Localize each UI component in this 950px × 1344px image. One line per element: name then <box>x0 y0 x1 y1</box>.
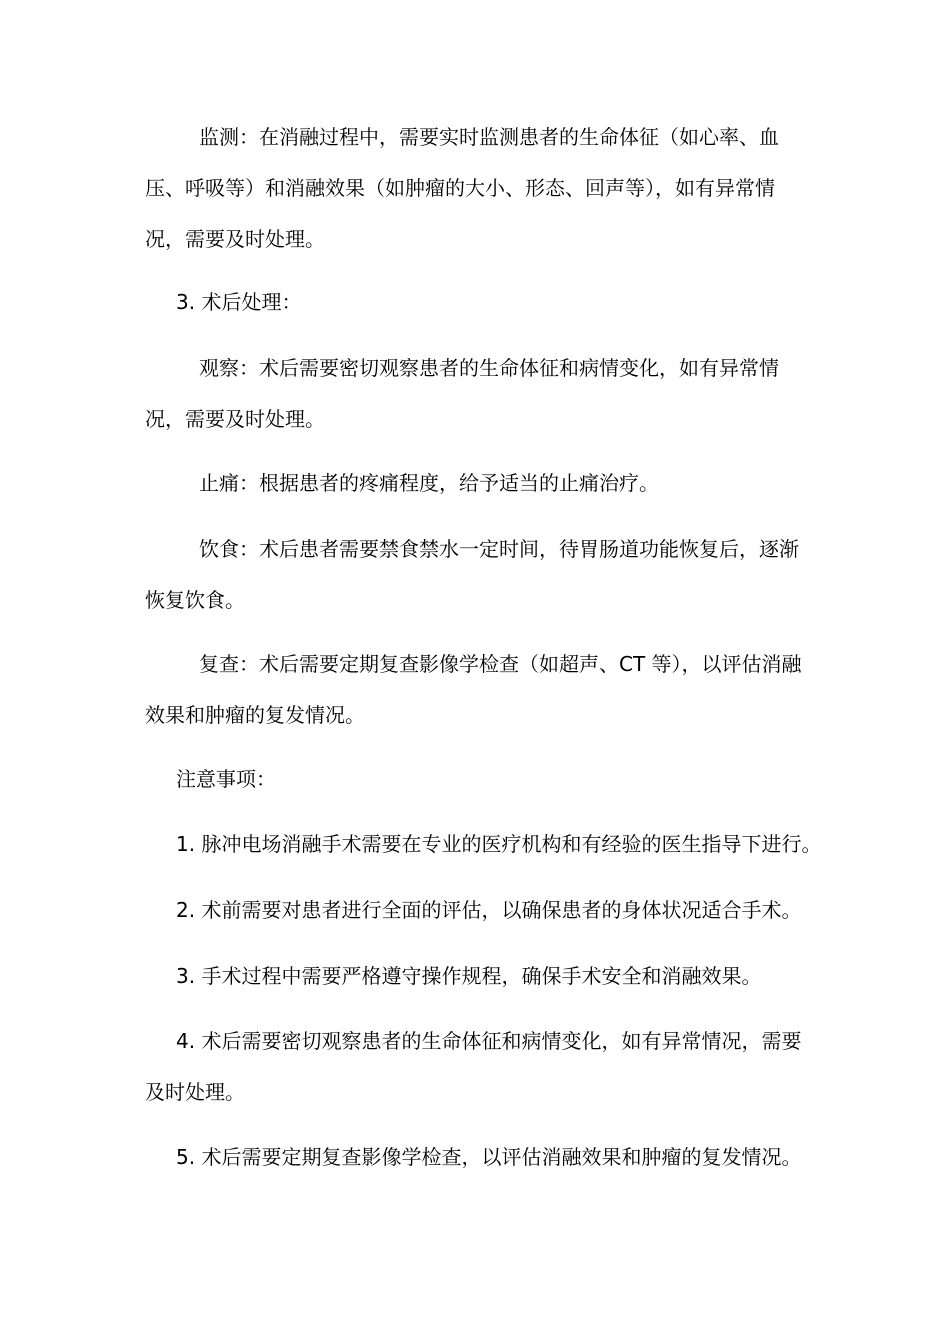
paragraph-diet: 饮食：术后患者需要禁食禁水一定时间，待胃肠道功能恢复后，逐渐恢复饮食。 <box>145 537 799 612</box>
heading-postoperative-care: 3. 术后处理： <box>176 290 302 314</box>
paragraph-pain-relief: 止痛：根据患者的疼痛程度，给予适当的止痛治疗。 <box>199 471 659 495</box>
paragraph-follow-up: 复查：术后需要定期复查影像学检查（如超声、CT 等），以评估消融效果和肿瘤的复发情况。 <box>145 652 802 727</box>
paragraph-monitoring: 监测：在消融过程中，需要实时监测患者的生命体征（如心率、血压、呼吸等）和消融效果（如肿瘤的大小、形态、回声等），如有异常情况，需要及时处理。 <box>145 125 779 251</box>
precaution-item-4: 4. 术后需要密切观察患者的生命体征和病情变化，如有异常情况，需要及时处理。 <box>145 1029 802 1104</box>
precaution-item-5: 5. 术后需要定期复查影像学检查，以评估消融效果和肿瘤的复发情况。 <box>176 1145 802 1169</box>
precaution-item-3: 3. 手术过程中需要严格遵守操作规程，确保手术安全和消融效果。 <box>176 964 762 988</box>
precaution-item-1: 1. 脉冲电场消融手术需要在专业的医疗机构和有经验的医生指导下进行。 <box>176 832 822 856</box>
heading-precautions: 注意事项： <box>176 767 276 791</box>
paragraph-observation: 观察：术后需要密切观察患者的生命体征和病情变化，如有异常情况，需要及时处理。 <box>145 356 779 431</box>
precaution-item-2: 2. 术前需要对患者进行全面的评估，以确保患者的身体状况适合手术。 <box>176 898 802 922</box>
